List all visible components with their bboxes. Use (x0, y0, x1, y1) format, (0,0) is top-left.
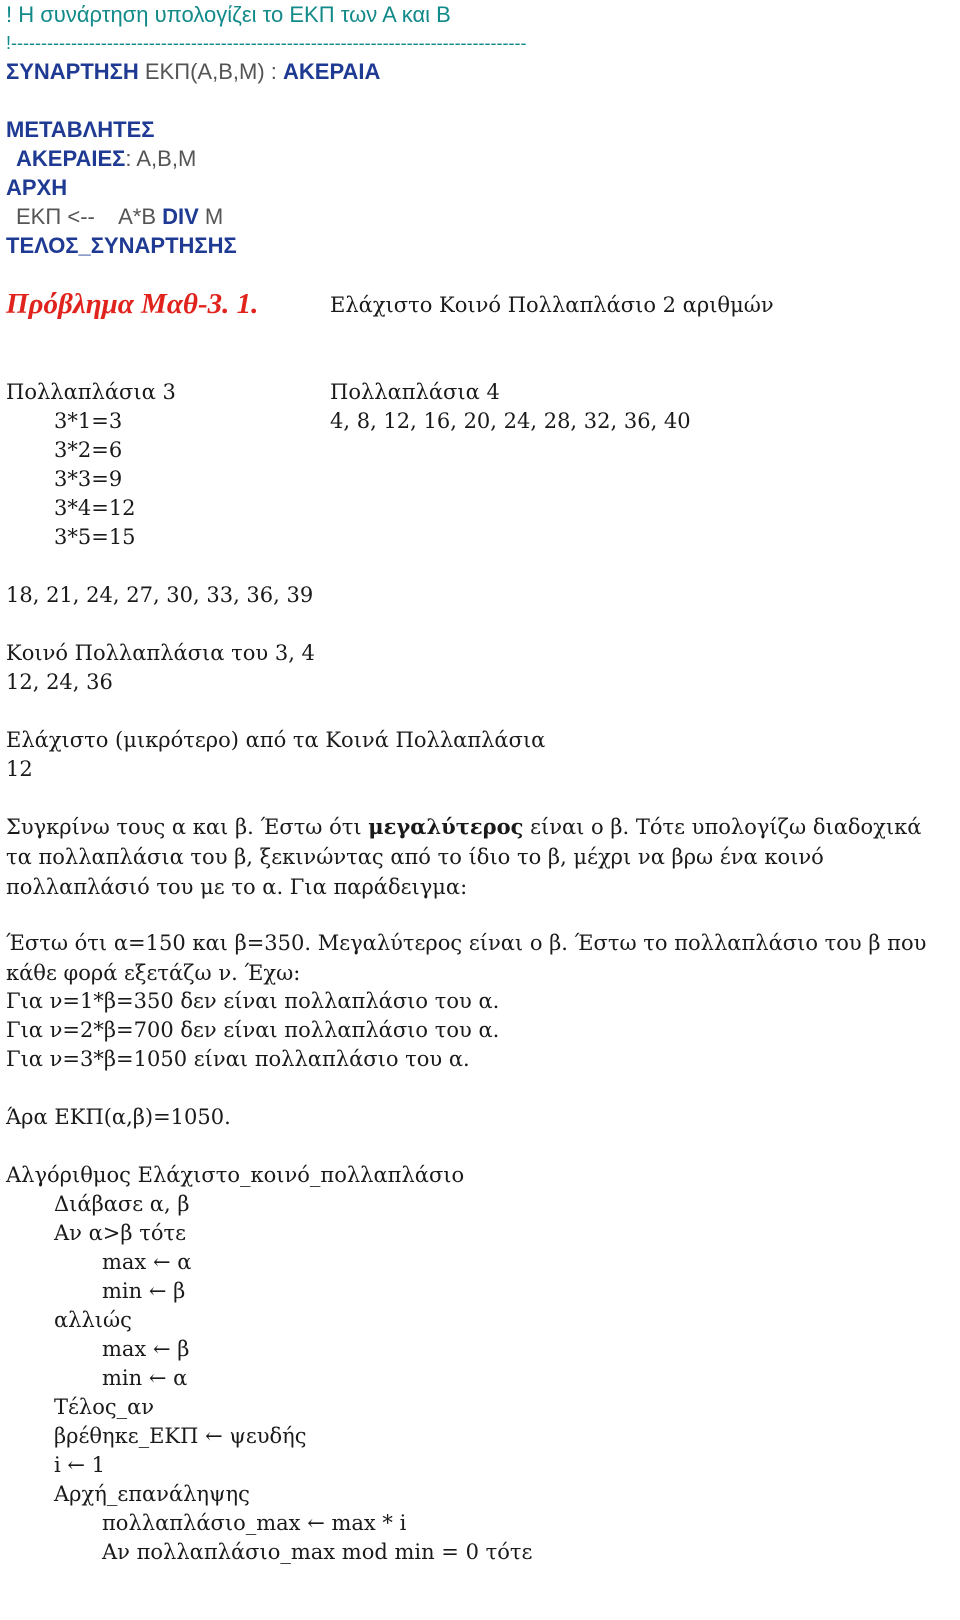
multiples-3-heading: Πολλαπλάσια 3 (6, 380, 176, 404)
problem-label: Πρόβλημα Μαθ-3. 1. (6, 288, 259, 320)
assignment-line (16, 206, 223, 228)
function-keyword: ΣΥΝΑΡΤΗΣΗ (6, 59, 139, 84)
algorithm-title: Αλγόριθμος Ελάχιστο_κοινό_πολλαπλάσιο (6, 1163, 465, 1187)
least-common-value: 12 (6, 757, 33, 781)
algorithm-line: βρέθηκε_ΕΚΠ ← ψευδής (54, 1424, 307, 1448)
algorithm-line: Αν α>β τότε (54, 1221, 186, 1245)
algorithm-line: min ← β (102, 1279, 186, 1303)
multiple-3-item: 3*5=15 (54, 525, 136, 549)
multiple-3-item: 3*1=3 (54, 409, 123, 433)
div-keyword: DIV (162, 204, 199, 229)
comment-line: ! Η συνάρτηση υπολογίζει το ΕΚΠ των Α και Β (6, 2, 451, 27)
multiple-3-item: 3*4=12 (54, 496, 136, 520)
algorithm-line: Διάβασε α, β (54, 1192, 190, 1216)
explanation-paragraph (6, 812, 951, 902)
algorithm-line: min ← α (102, 1366, 188, 1390)
return-type: ΑΚΕΡΑΙΑ (283, 59, 381, 84)
algorithm-line: αλλιώς (54, 1308, 132, 1332)
algorithm-line: max ← α (102, 1250, 192, 1274)
example-intro: Έστω ότι α=150 και β=350. Μεγαλύτερος είναι ο β. Έστω το πολλαπλάσιο του β που κάθε φορά εξετάζω ν. Έχω: (6, 931, 927, 985)
algorithm-line: πολλαπλάσιο_max ← max * i (102, 1511, 407, 1535)
problem-description: Ελάχιστο Κοινό Πολλαπλάσιο 2 αριθμών (330, 293, 774, 317)
multiple-3-item: 3*2=6 (54, 438, 123, 462)
algorithm-line: Αν πολλαπλάσιο_max mod min = 0 τότε (102, 1540, 533, 1564)
multiple-3-item: 3*3=9 (54, 467, 123, 491)
separator-line: !-------------------------------------------------------------------------------------- (6, 33, 527, 53)
multiples-3-rest: 18, 21, 24, 27, 30, 33, 36, 39 (6, 583, 314, 607)
least-common-heading: Ελάχιστο (μικρότερο) από τα Κοινά Πολλαπλάσια (6, 728, 546, 752)
example-result: Άρα ΕΚΠ(α,β)=1050. (6, 1105, 231, 1129)
multiples-4-heading: Πολλαπλάσια 4 (330, 380, 500, 404)
integer-keyword: ΑΚΕΡΑΙΕΣ (16, 146, 126, 171)
algorithm-line: max ← β (102, 1337, 190, 1361)
explanation-part2: είναι ο β. Τότε υπολογίζω διαδοχικά τα πολλαπλάσια του β, ξεκινώντας από το ίδιο το β, μέχρι να βρω ένα κοινό πολλαπλάσιό του με το α. Για παράδειγμα: (6, 815, 922, 899)
multiples-4-list: 4, 8, 12, 16, 20, 24, 28, 32, 36, 40 (330, 409, 691, 433)
algorithm-line: i ← 1 (54, 1453, 106, 1477)
start-keyword: ΑΡΧΗ (6, 175, 68, 200)
integer-vars: : Α,Β,Μ (125, 146, 197, 171)
function-declaration (6, 61, 380, 83)
function-signature: ΕΚΠ(Α,Β,Μ) : (144, 59, 283, 84)
end-function-keyword: ΤΕΛΟΣ_ΣΥΝΑΡΤΗΣΗΣ (6, 233, 237, 258)
integer-declaration (16, 148, 196, 170)
example-line: Για ν=3*β=1050 είναι πολλαπλάσιο του α. (6, 1047, 470, 1071)
explanation-part1: Συγκρίνω τους α και β. Έστω ότι (6, 815, 369, 839)
common-multiples-heading: Κοινό Πολλαπλάσια του 3, 4 (6, 641, 315, 665)
assignment-rhs: Μ (198, 204, 224, 229)
example-line: Για ν=2*β=700 δεν είναι πολλαπλάσιο του α. (6, 1018, 500, 1042)
common-multiples-values: 12, 24, 36 (6, 670, 113, 694)
explanation-bold: μεγαλύτερος (368, 814, 524, 839)
assignment-lhs: ΕΚΠ <-- Α*Β (16, 204, 163, 229)
algorithm-line: Αρχή_επανάληψης (54, 1482, 250, 1506)
example-line: Για ν=1*β=350 δεν είναι πολλαπλάσιο του α. (6, 989, 500, 1013)
algorithm-line: Τέλος_αν (54, 1395, 155, 1419)
variables-keyword: ΜΕΤΑΒΛΗΤΕΣ (6, 117, 155, 142)
